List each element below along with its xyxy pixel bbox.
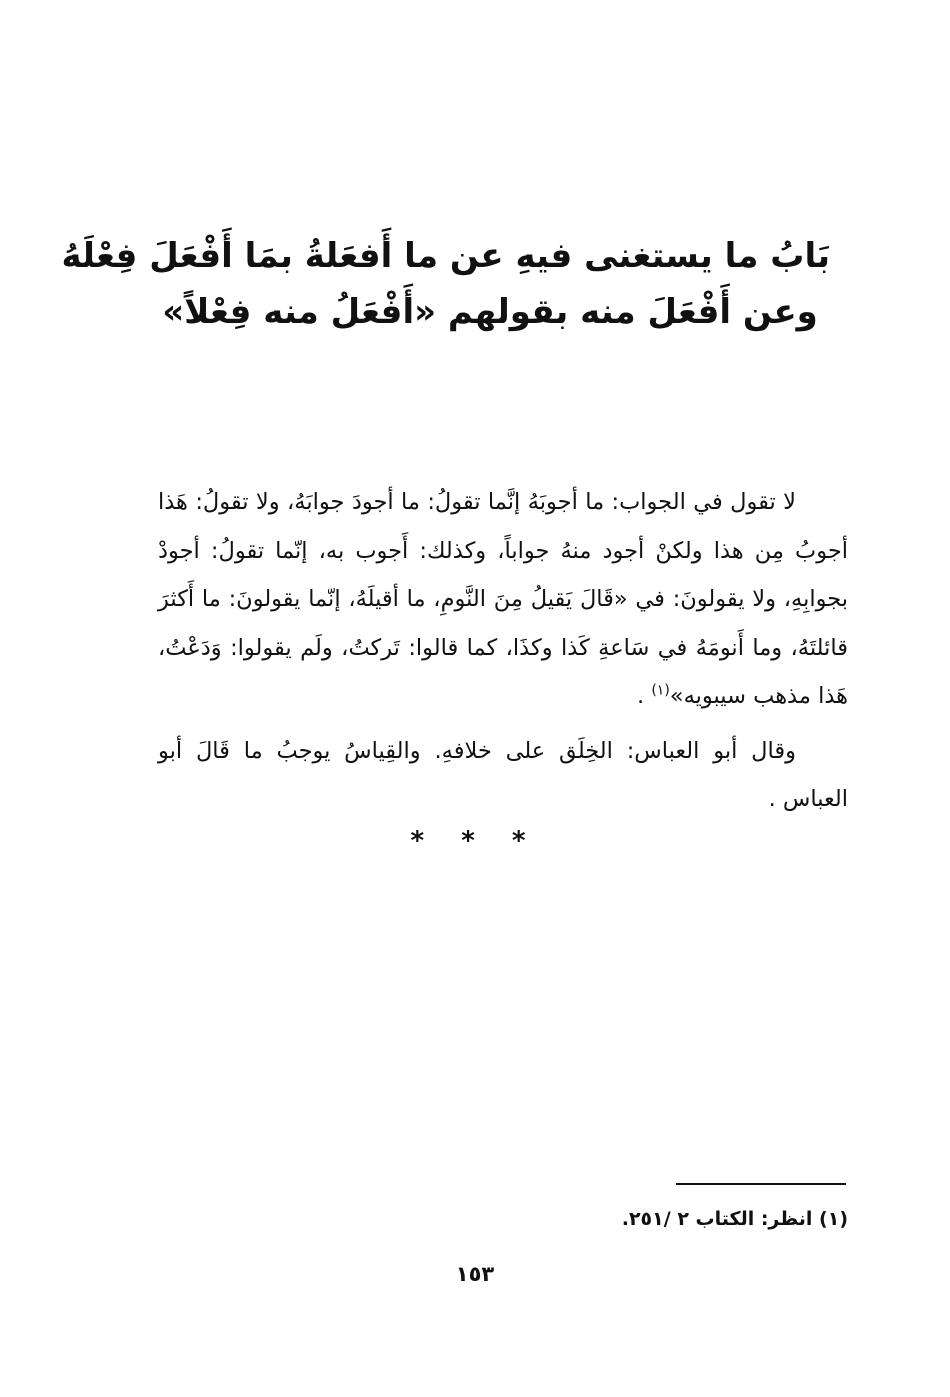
footnote-rule — [676, 1183, 846, 1185]
page-number: ١٥٣ — [455, 1262, 495, 1286]
body-text — [158, 478, 848, 824]
paragraph-2: وقال أبو العباس: الخِلَق على خلافهِ. والقِياسُ يوجبُ ما قَالَ أبو العباس . — [158, 737, 848, 812]
footnote: (١) انظر: الكتاب ٢ /٢٥١. — [621, 1208, 848, 1230]
chapter-title — [61, 228, 830, 340]
chapter-title-line-2: وعن أَفْعَلَ منه بقولهم «أَفْعَلُ منه فِعْلاً» — [162, 292, 818, 332]
section-separator: * * * — [410, 826, 540, 856]
footnote-marker: (١) — [651, 682, 670, 699]
chapter-title-line-1: بَابُ ما يستغنى فيهِ عن ما أَفعَلةُ بمَا أَفْعَلَ فِعْلَهُ — [61, 236, 830, 276]
paragraph-1-text: لا تقول في الجواب: ما أجوبَهُ إنَّما تقولُ: ما أجودَ جوابَهُ، ولا تقولُ: هَذا أجوبُ مِن هذا ولكنْ أجود منهُ جواباً، وكذلك: أَجوب به، إنّما تقولُ: أجودْ بجوابِهِ، ولا يقولونَ: في «قَالَ يَقيلُ مِنَ النَّومِ، ما أقيلَهُ، إنّما يقولونَ: ما أَكثرَ قائلتَهُ، وما أَنومَهُ في سَاعةِ كَذا وكذَا، كما قالوا: تَركتُ، ولَم يقولوا: وَدَعْتُ، هَذا مذهب سيبويه» — [158, 489, 848, 709]
paragraph-1 — [158, 478, 848, 721]
paragraph-1-end: . — [637, 683, 652, 709]
